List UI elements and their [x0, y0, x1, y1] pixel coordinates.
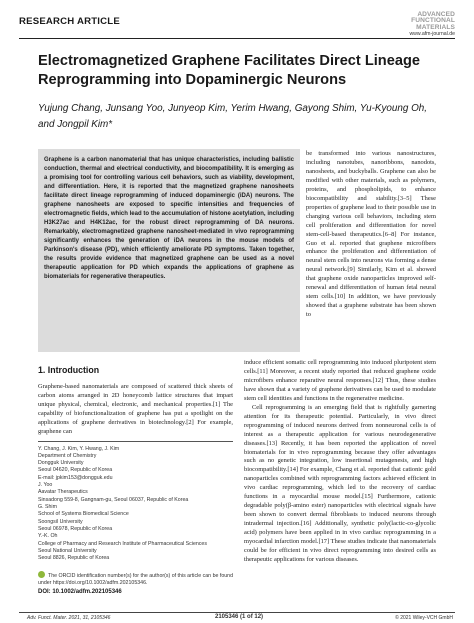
journal-logo-line: FUNCTIONAL: [411, 17, 455, 25]
affiliation-entry: J. Yoo Aavatar Therapeutics Sinsadong 559-8, Gangnam-gu, Seoul 06037, Republic of Korea: [38, 482, 189, 503]
body-paragraph: be transformed into various nanostructures, including nanotubes, nanoribbons, nanodots, nanosheets, and buckyballs. Graphene can also be modified with other materials, such as polymers, proteins, and phospholipids, to enhance biocompatibility and stability.[3–5] These properties of graphene lead to their possible use in changing various cell behaviors, including stem cell proliferation and differentiation for novel stem-cell-based therapeutics.[6–8] For instance, Guo et al. reported that graphene microfibers enhance the proliferation and differentiation of neural stem cells into neurons via forming a dense neural network.[9] Similarly, Kim et al. showed that graphene oxide nanoparticles improved self-renewal and differentiation of human fetal neural stem cells.[10] In addition, we have previously showed that a graphene substrate has been shown to: [306, 150, 436, 319]
affiliations-block: [38, 446, 236, 563]
header-divider: [19, 38, 455, 39]
doi-label[interactable]: DOI: 10.1002/adfm.202105346: [38, 589, 122, 595]
affiliation-divider: [38, 441, 233, 442]
left-column-body: [38, 383, 233, 437]
abstract-text: Graphene is a carbon nanomaterial that has unique characteristics, including ballistic conduction, thermal and electrical conductivity, and biocompatibility. It is emerging as a promising tool for controlling various cell behaviors, such as viability, development, and differentiation. Here, it is reported that the magnetized graphene nanosheets facilitate direct lineage reprogramming of induced dopaminergic (iDA) neurons. The graphene nanosheets are exposed to specific intensities and frequencies of electromagnetic fields, which lead to the accumulation of histone acetylation, including H3K27ac and H4K12ac, for the robust direct reprogramming of DA neurons. Remarkably, electromagnetized graphene nanosheet-mediated in vivo reprogramming significantly enhances the generation of iDA neurons in the mouse models of Parkinson's disease (PD), which efficiently ameliorate PD symptoms. Taken together, the results provide evidence that magnetized graphene can be used as a novel therapeutic application for PD which expands the applications of graphene as biomaterials for regenerative therapeutics.: [44, 157, 294, 281]
orcid-icon: [38, 571, 45, 578]
orcid-note: [38, 571, 233, 587]
footer-citation: Adv. Funct. Mater. 2021, 31, 2105346: [27, 615, 111, 621]
affiliation-entry: Y.-K. Oh College of Pharmacy and Research Institute of Pharmaceutical Sciences Seoul National University Seoul 8826, Republic of Korea: [38, 533, 207, 561]
orcid-text[interactable]: The ORCID identification number(s) for the author(s) of this article can be found under https://doi.org/10.1002/adfm.202105346.: [38, 573, 234, 586]
page-number: 2105346 (1 of 12): [215, 614, 264, 620]
article-type-label: RESEARCH ARTICLE: [19, 16, 120, 27]
footer-copyright: © 2021 Wiley-VCH GmbH: [395, 615, 453, 621]
body-paragraph: Graphene-based nanomaterials are composed of scattered thick sheets of carbon atoms arranged in 2D honeycomb lattice structures that impart unique physical, chemical, electronic, and mechanical properties.[1] The capability of biofunctionalization of graphene has put a spotlight on the applications of graphene derivatives in biotechnology.[2] For example, graphene can: [38, 383, 233, 435]
affiliation-entry: Y. Chang, J. Kim, Y. Hwang, J. Kim Department of Chemistry Dongguk University Seoul 04620, Republic of Korea E-mail: jpkim153@dongguk.edu: [38, 446, 120, 481]
body-paragraph: Cell reprogramming is an emerging field that is rightfully garnering attention for its therapeutic potential. Particularly, in vivo direct reprogramming of induced neurons derived from nonneuronal cells is of interest as a therapeutic application for various neurodegenerative diseases.[13] Recently, it has been reported the application of novel biomaterials for in vivo reprogramming because they offer advantages such as no genetic integration, low insertional mutagenesis, and high biocompatibility.[14] For example, Chang et al. reported that cationic gold nanoparticles combined with reprogramming factors achieved efficient in vivo cardiac reprogramming, which led to the recovery of cardiac functions in a myocardial mouse model.[15] Furthermore, cationic degradable poly(β-amino ester) nanoparticles with electrical signals have been shown to convert dermal fibroblasts to induced neurons through intradermal injection.[16] Additionally, synthetic poly(lactic-co-glycolic acid) polymers have been applied in in vivo cardiac reprogramming in a myocardial infarction model.[17] These studies indicate that nanomaterials could be for efficient in vivo direct reprogramming into desired cells as therapeutic applications for various diseases.: [244, 403, 436, 563]
journal-logo-line: MATERIALS: [416, 23, 455, 31]
journal-header: [19, 11, 455, 37]
right-column-bottom: [244, 359, 436, 565]
author-list: Yujung Chang, Junsang Yoo, Junyeop Kim, Yerim Hwang, Gayong Shim, Yu-Kyoung Oh, and Jongpil Kim*: [38, 103, 428, 130]
page-footer: [19, 615, 455, 623]
abstract-box: [38, 149, 300, 352]
section-heading: 1. Introduction: [38, 365, 100, 375]
affiliation-entry: G. Shim School of Systems Biomedical Science Soongsil University Seoul 06978, Republic of Korea: [38, 504, 129, 532]
right-column-top: [306, 150, 436, 320]
journal-url-link[interactable]: www.afm-journal.de: [409, 31, 455, 37]
journal-logo-line: ADVANCED: [417, 11, 455, 18]
body-paragraph: induce efficient somatic cell reprogramming into induced pluripotent stem cells.[11] Moreover, a recent study reported that reduced graphene oxide microfibers enhance reparative neural responses.[12] Thus, these studies have shown that a variety of graphene derivatives can be used to modulate stem cell identities and functions in the regenerative medicine.: [244, 359, 436, 402]
article-title: Electromagnetized Graphene Facilitates Direct Lineage Reprogramming into Dopaminergic Neurons: [38, 53, 420, 88]
footer-divider: [19, 612, 455, 613]
journal-logo: [411, 12, 455, 31]
